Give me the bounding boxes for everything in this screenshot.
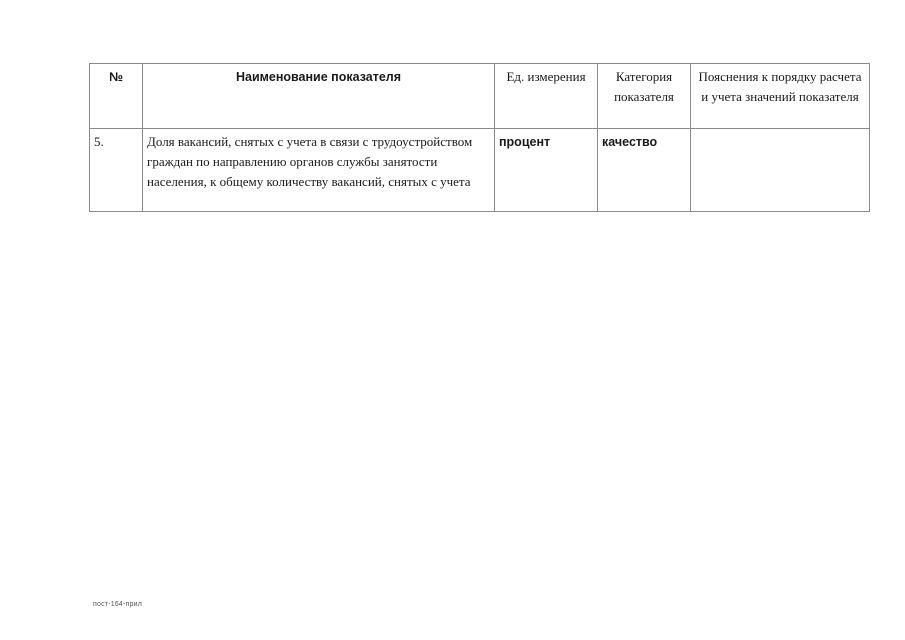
header-explanation: Пояснения к порядку расчета и учета значений показателя bbox=[691, 64, 870, 129]
cell-number: 5. bbox=[90, 129, 143, 212]
table-header-row bbox=[90, 64, 870, 129]
header-unit: Ед. измерения bbox=[495, 64, 598, 129]
table-row bbox=[90, 129, 870, 212]
cell-unit: процент bbox=[495, 129, 598, 212]
indicators-table bbox=[89, 63, 870, 212]
cell-explanation bbox=[691, 129, 870, 212]
header-indicator-name: Наименование показателя bbox=[143, 64, 495, 129]
header-category: Категория показателя bbox=[598, 64, 691, 129]
header-number: № bbox=[90, 64, 143, 129]
cell-indicator-name: Доля вакансий, снятых с учета в связи с трудоустройством граждан по направлению органов службы занятости населения, к общему количеству вакансий, снятых с учета bbox=[143, 129, 495, 212]
cell-category: качество bbox=[598, 129, 691, 212]
footer-document-reference: пост-164-прил bbox=[93, 601, 143, 608]
